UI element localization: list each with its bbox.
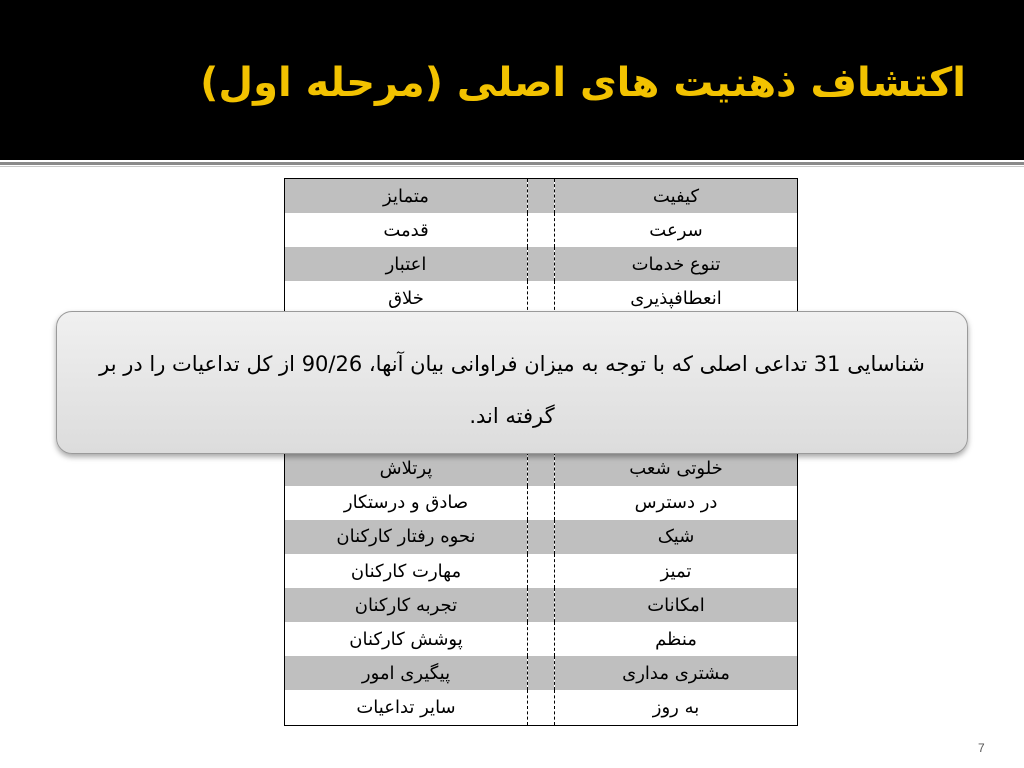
table-row: [285, 520, 798, 554]
page-number: 7: [978, 741, 985, 755]
table-row: [285, 213, 798, 247]
table-cell-middle: [528, 588, 555, 622]
table-row: [285, 452, 798, 486]
table-cell-left: خلاق: [285, 281, 528, 315]
summary-callout: [56, 311, 968, 454]
divider-line: [0, 162, 1024, 165]
table-cell-middle: [528, 247, 555, 281]
table-cell-left: پرتلاش: [285, 452, 528, 486]
table-cell-right: تنوع خدمات: [555, 247, 798, 281]
table-cell-right: مشتری مداری: [555, 656, 798, 690]
table-row: [285, 588, 798, 622]
callout-text: شناسایی 31 تداعی اصلی که با توجه به میزان فراوانی بیان آنها، 90/26 از کل تداعیات را در بر گرفته اند.: [99, 352, 925, 428]
table-cell-right: انعطافپذیری: [555, 281, 798, 315]
table-cell-middle: [528, 622, 555, 656]
table-cell-left: تجربه کارکنان: [285, 588, 528, 622]
table-row: [285, 554, 798, 588]
table-cell-middle: [528, 179, 555, 214]
table-cell-right: شیک: [555, 520, 798, 554]
table-cell-left: پیگیری امور: [285, 656, 528, 690]
table-cell-right: سرعت: [555, 213, 798, 247]
table-cell-left: اعتبار: [285, 247, 528, 281]
table-cell-middle: [528, 656, 555, 690]
table-cell-left: مهارت کارکنان: [285, 554, 528, 588]
table-cell-right: امکانات: [555, 588, 798, 622]
table-row: [285, 690, 798, 725]
slide-title: اکتشاف ذهنیت های اصلی (مرحله اول): [200, 60, 966, 106]
table-row: [285, 179, 798, 214]
table-cell-right: تمیز: [555, 554, 798, 588]
table-cell-right: منظم: [555, 622, 798, 656]
table-cell-left: نحوه رفتار کارکنان: [285, 520, 528, 554]
table-row: [285, 622, 798, 656]
table-cell-middle: [528, 486, 555, 520]
table-cell-right: خلوتی شعب: [555, 452, 798, 486]
table-cell-middle: [528, 690, 555, 725]
table-cell-left: پوشش کارکنان: [285, 622, 528, 656]
table-cell-middle: [528, 520, 555, 554]
table-cell-left: قدمت: [285, 213, 528, 247]
table-cell-left: متمایز: [285, 179, 528, 214]
table-cell-middle: [528, 554, 555, 588]
table-row: [285, 486, 798, 520]
title-bar: [0, 0, 1024, 160]
table-cell-right: در دسترس: [555, 486, 798, 520]
table-cell-right: به روز: [555, 690, 798, 725]
table-cell-right: کیفیت: [555, 179, 798, 214]
table-cell-left: صادق و درستکار: [285, 486, 528, 520]
table-cell-middle: [528, 452, 555, 486]
divider-line-thin: [0, 166, 1024, 167]
table-cell-left: سایر تداعیات: [285, 690, 528, 725]
table-row: [285, 656, 798, 690]
table-row: [285, 247, 798, 281]
table-cell-middle: [528, 213, 555, 247]
